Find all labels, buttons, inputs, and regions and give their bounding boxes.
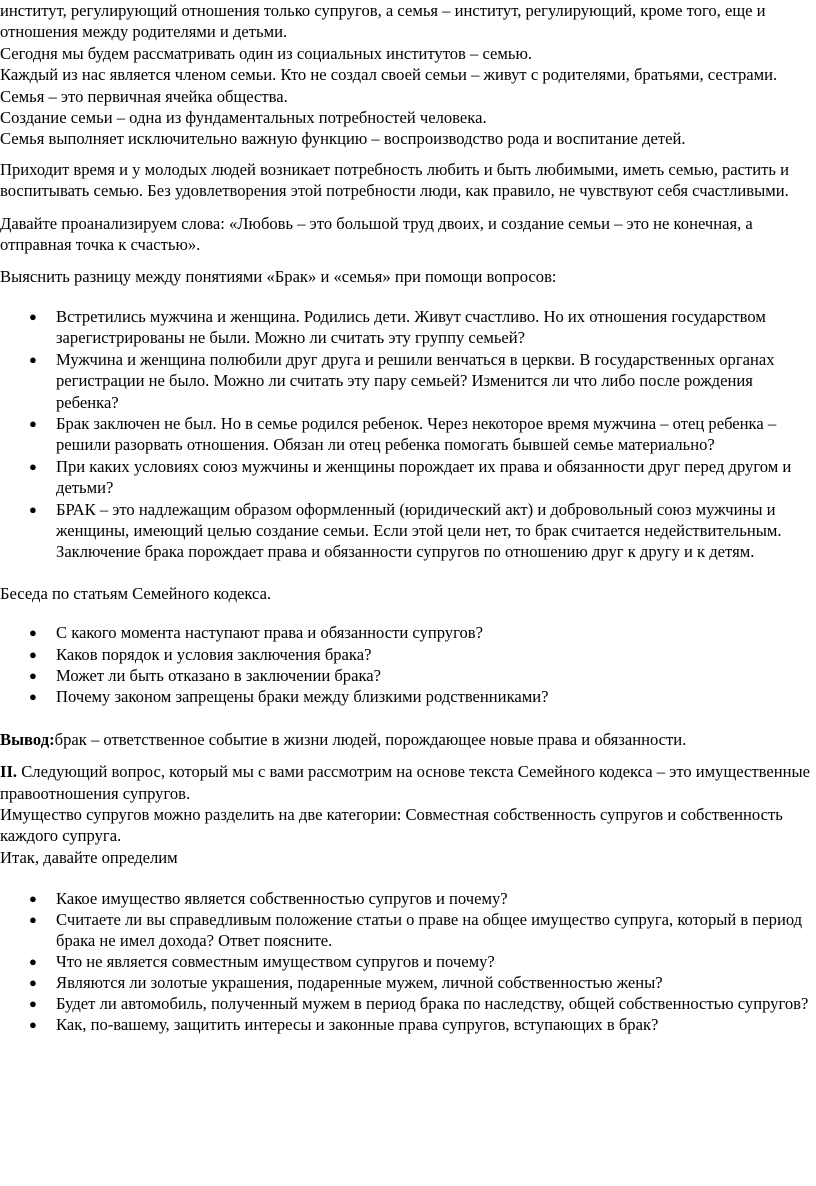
conclusion-paragraph bbox=[0, 729, 814, 750]
bullet-icon: ● bbox=[29, 625, 37, 641]
paragraph-property: Имущество супругов можно разделить на две категории: Совместная собственность супругов и собственность каждого супруга. bbox=[0, 805, 783, 846]
list-item-text: Почему законом запрещены браки между близкими родственниками? bbox=[56, 687, 549, 707]
conclusion-text: брак – ответственное событие в жизни людей, порождающее новые права и обязанности. bbox=[54, 729, 687, 749]
bullet-icon: ● bbox=[29, 996, 37, 1012]
bullet-icon: ● bbox=[29, 1017, 37, 1033]
bullet-icon: ● bbox=[29, 975, 37, 991]
paragraph-define: Итак, давайте определим bbox=[0, 847, 178, 867]
list-item-text: При каких условиях союз мужчины и женщины порождает их права и обязанности друг перед другом и детьми? bbox=[56, 456, 792, 498]
intro-line: Семья – это первичная ячейка общества. bbox=[0, 86, 288, 106]
list-item-text: Встретились мужчина и женщина. Родились дети. Живут счастливо. Но их отношения государством зарегистрированы не были. Можно ли считать эту группу семьей? bbox=[56, 306, 766, 348]
section-two-label: II. bbox=[0, 762, 18, 782]
list-item-text: Каков порядок и условия заключения брака? bbox=[56, 644, 372, 664]
intro-line: Сегодня мы будем рассматривать один из социальных институтов – семью. bbox=[0, 43, 533, 63]
bullet-icon: ● bbox=[29, 351, 37, 367]
list-item bbox=[0, 686, 814, 707]
conclusion-label: Вывод: bbox=[0, 729, 55, 749]
list-item-text: Может ли быть отказано в заключении брака? bbox=[56, 665, 382, 685]
list-item bbox=[0, 413, 814, 456]
list-item-text: Мужчина и женщина полюбили друг друга и решили венчаться в церкви. В государственных органах регистрации не было. Можно ли считать эту пару семьей? Изменится ли что либо после рождения ребенка? bbox=[56, 349, 775, 412]
bullet-icon: ● bbox=[29, 415, 37, 431]
property-questions-list bbox=[0, 888, 814, 1035]
bullet-icon: ● bbox=[29, 689, 37, 705]
list-item bbox=[0, 665, 814, 686]
intro-line: Семья выполняет исключительно важную функцию – воспроизводство рода и воспитание детей. bbox=[0, 129, 686, 149]
bullet-icon: ● bbox=[29, 667, 37, 683]
bullet-icon: ● bbox=[29, 308, 37, 324]
list-item bbox=[0, 993, 814, 1014]
paragraph-clarify: Выяснить разницу между понятиями «Брак» и «семья» при помощи вопросов: bbox=[0, 267, 557, 287]
list-item bbox=[0, 306, 814, 349]
list-item bbox=[0, 644, 814, 665]
intro-line: институт, регулирующий отношения только супругов, а семья – институт, регулирующий, кроме того, еще и отношения между родителями и детьми. bbox=[0, 1, 766, 42]
list-item-text: Что не является совместным имуществом супругов и почему? bbox=[56, 952, 495, 972]
list-item bbox=[0, 499, 814, 563]
bullet-icon: ● bbox=[29, 891, 37, 907]
list-item-text: Будет ли автомобиль, полученный мужем в период брака по наследству, общей собственностью супругов? bbox=[56, 994, 809, 1014]
list-item-text: БРАК – это надлежащим образом оформленный (юридический акт) и добровольный союз мужчины и женщины, имеющий целью создание семьи. Если этой цели нет, то брак считается недействительным. Заключение брака порождает права и обязанности супругов по отношению друг к другу и к детям. bbox=[56, 499, 782, 562]
bullet-icon: ● bbox=[29, 954, 37, 970]
list-item bbox=[0, 456, 814, 499]
list-item bbox=[0, 888, 814, 909]
section-two-paragraph bbox=[0, 761, 814, 804]
list-item-text: Брак заключен не был. Но в семье родился ребенок. Через некоторое время мужчина – отец ребенка – решили разорвать отношения. Обязан ли отец ребенка помогать бывшей семье материально? bbox=[56, 413, 777, 455]
paragraph-need: Приходит время и у молодых людей возникает потребность любить и быть любимыми, иметь семью, растить и воспитывать семью. Без удовлетворения этой потребности люди, как правило, не чувствуют себя счастливыми. bbox=[0, 159, 790, 201]
code-questions-list bbox=[0, 622, 814, 708]
marriage-questions-list bbox=[0, 306, 814, 563]
list-item bbox=[0, 1014, 814, 1035]
bullet-icon: ● bbox=[29, 458, 37, 474]
bullet-icon: ● bbox=[29, 501, 37, 517]
intro-line: Каждый из нас является членом семьи. Кто не создал своей семьи – живут с родителями, братьями, сестрами. bbox=[0, 65, 778, 85]
list-item bbox=[0, 349, 814, 413]
bullet-icon: ● bbox=[29, 646, 37, 662]
list-item bbox=[0, 972, 814, 993]
list-item-text: С какого момента наступают права и обязанности супругов? bbox=[56, 623, 483, 643]
bullet-icon: ● bbox=[29, 912, 37, 928]
list-item-text: Какое имущество является собственностью супругов и почему? bbox=[56, 889, 508, 909]
paragraph-analyze: Давайте проанализируем слова: «Любовь – это большой труд двоих, и создание семьи – это не конечная, а отправная точка к счастью». bbox=[0, 213, 753, 255]
intro-line: Создание семьи – одна из фундаментальных потребностей человека. bbox=[0, 108, 487, 128]
list-item-text: Считаете ли вы справедливым положение статьи о праве на общее имущество супруга, который в период брака не имел дохода? Ответ поясните. bbox=[56, 910, 803, 951]
list-item-text: Являются ли золотые украшения, подаренные мужем, личной собственностью жены? bbox=[56, 973, 663, 993]
section-two-text: Следующий вопрос, который мы с вами рассмотрим на основе текста Семейного кодекса – это имущественные правоотношения супругов. bbox=[0, 762, 811, 803]
list-item bbox=[0, 622, 814, 643]
intro-block bbox=[0, 0, 814, 150]
list-item bbox=[0, 909, 814, 951]
paragraph-talk: Беседа по статьям Семейного кодекса. bbox=[0, 583, 272, 603]
list-item-text: Как, по-вашему, защитить интересы и законные права супругов, вступающих в брак? bbox=[56, 1015, 659, 1035]
list-item bbox=[0, 951, 814, 972]
